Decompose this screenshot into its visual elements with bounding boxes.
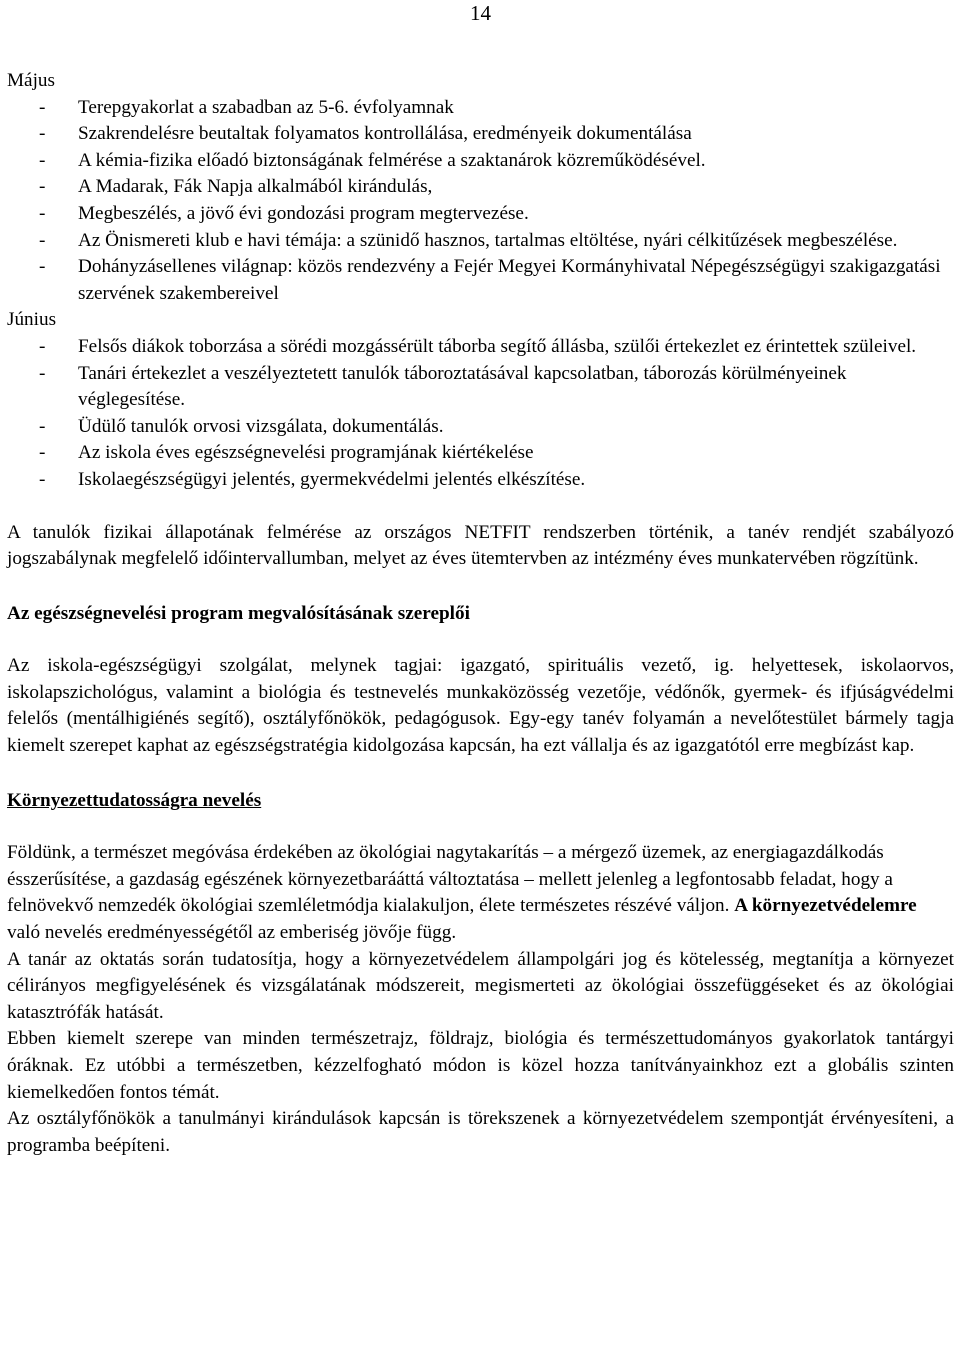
section-heading-actors: Az egészségnevelési program megvalósításának szereplői (7, 602, 470, 624)
list-item: - Dohányzásellenes világnap: közös rendezvény a Fejér Megyei Kormányhivatal Népegészségügyi szakigazgatási szervének szakembereivel (39, 256, 941, 304)
may-list (7, 95, 954, 308)
bullet-dash: - (39, 123, 46, 145)
list-item: - Felsős diákok toborzása a sörédi mozgássérült táborba segítő állásba, szülői értekezlet ez érintettek szüleivel. (7, 334, 954, 361)
bullet-dash: - (39, 96, 46, 118)
list-item: - Terepgyakorlat a szabadban az 5-6. évfolyamnak (7, 95, 954, 122)
environment-paragraph-4: Az osztályfőnökök a tanulmányi kirándulások kapcsán is törekszenek a környezetvédelem szempontját érvényesíteni, a programba beépíteni. (7, 1108, 954, 1156)
bullet-dash: - (39, 362, 46, 384)
bullet-dash: - (39, 202, 46, 224)
list-item: - Az Önismereti klub e havi témája: a szünidő hasznos, tartalmas eltöltése, nyári célkitűzések megbeszélése. (7, 228, 954, 255)
list-item: - Szakrendelésre beutaltak folyamatos kontrollálása, eredményeik dokumentálása (7, 121, 954, 148)
list-item: - Iskolaegészségügyi jelentés, gyermekvédelmi jelentés elkészítése. (7, 467, 954, 494)
document-body (7, 68, 954, 1159)
section-heading-environment: Környezettudatosságra nevelés (7, 789, 262, 811)
bullet-dash: - (39, 176, 46, 198)
page-number: 14 (470, 1, 491, 25)
bullet-dash: - (39, 468, 46, 490)
june-list (7, 334, 954, 494)
environment-paragraph-2: A tanár az oktatás során tudatosítja, hogy a környezetvédelem állampolgári jog és kötelesség, megtanítja a környezet célirányos megfigyelésének és vizsgálatának módszereit, megismerteti az ökológiai összefüggéseket és az ökológiai katasztrófák hatását. (7, 948, 954, 1023)
list-item: - Üdülő tanulók orvosi vizsgálata, dokumentálás. (7, 414, 954, 441)
list-item: - Megbeszélés, a jövő évi gondozási program megtervezése. (7, 201, 954, 228)
month-label-may: Május (7, 70, 55, 91)
bullet-dash: - (39, 442, 46, 464)
bullet-dash: - (39, 335, 46, 357)
actors-paragraph: Az iskola-egészségügyi szolgálat, melynek tagjai: igazgató, spirituális vezető, ig. helyettesek, iskolaorvos, iskolapszichológus, valamint a biológia és testnevelés munkaközösség vezetője, védőnők, gyermek- és ifjúságvédelmi felelős (mentálhigiénés segítő), osztályfőnökök, pedagógusok. Egy-egy tanév folyamán a nevelőtestület bármely tagja kiemelt szerepet kaphat az egészségstratégia kidolgozása kapcsán, ha ezt vállalja és az igazgatótól erre megbízást kap. (7, 655, 954, 757)
bold-phrase: A környezetvédelemre (734, 895, 917, 917)
list-item: - A kémia-fizika előadó biztonságának felmérése a szaktanárok közreműködésével. (7, 148, 954, 175)
bullet-dash: - (39, 256, 46, 278)
environment-paragraph-1: Földünk, a természet megóvása érdekében az ökológiai nagytakarítás – a mérgező üzemek, az energiagazdálkodás ésszerűsítése, a gazdaság egészének környezetbarááttá változtatása – mellett jelenleg a legfontosabb feladat, hogy a felnövekvő nemzedék ökológiai szemléletmódja kialakuljon, élete természetes részévé váljon. A környezetvédelemre való nevelés eredményességétől az emberiség jövője függ. (7, 842, 917, 944)
bullet-dash: - (39, 229, 46, 251)
bullet-dash: - (39, 415, 46, 437)
list-item: - Tanári értekezlet a veszélyeztetett tanulók táboroztatásával kapcsolatban, táborozás körülményeinek véglegesítése. (39, 362, 847, 411)
list-item: - A Madarak, Fák Napja alkalmából kirándulás, (7, 174, 954, 201)
list-item: - Az iskola éves egészségnevelési programjának kiértékelése (7, 440, 954, 467)
netfit-paragraph: A tanulók fizikai állapotának felmérése az országos NETFIT rendszerben történik, a tanév rendjét szabályozó jogszabálynak megfelelő időintervallumban, melyet az éves ütemtervben az intézmény éves munkatervében rögzítünk. (7, 521, 954, 570)
bullet-dash: - (39, 149, 46, 171)
month-label-june: Június (7, 309, 57, 331)
environment-paragraph-3: Ebben kiemelt szerepe van minden természetrajz, földrajz, biológia és természettudományos gyakorlatok tantárgyi óráknak. Ez utóbbi a természetben, kézzelfogható módon is közel hozza tanítványainkhoz ezt a globális szinten kiemelkedően fontos témát. (7, 1028, 954, 1103)
